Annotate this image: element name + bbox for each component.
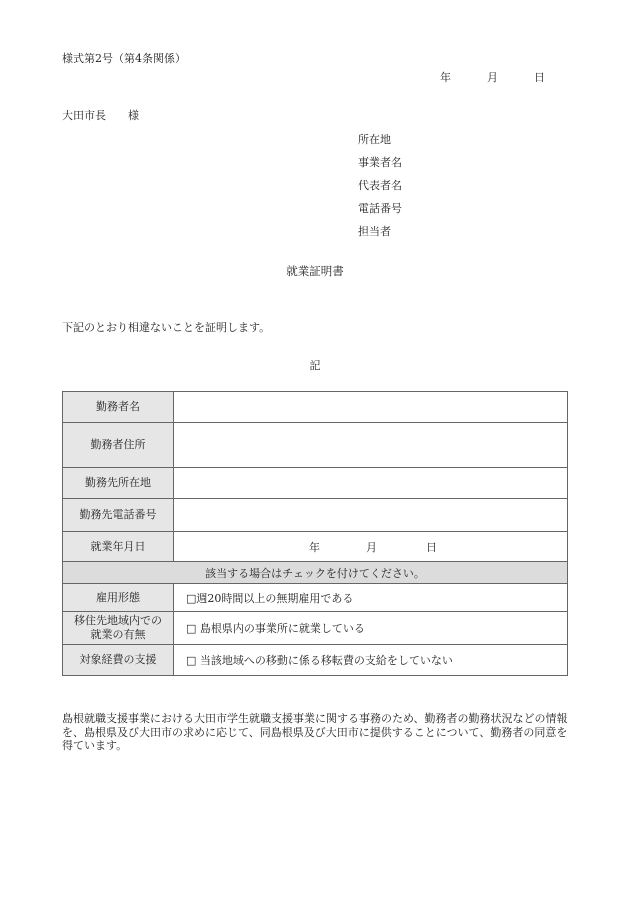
relocation-label-line1: 移住先地域内での [74,614,162,627]
workplace-phone-label: 勤務先電話番号 [63,499,174,532]
ki-heading: 記 [309,359,321,372]
field-phone-label: 電話番号 [358,202,402,215]
workplace-address-field[interactable] [174,468,568,499]
table-row [63,499,568,532]
relocation-label-line2: 就業の有無 [90,628,146,641]
table-row [63,392,568,423]
worker-name-field[interactable] [174,392,568,423]
worker-address-label: 勤務者住所 [63,423,174,468]
field-representative-label: 代表者名 [358,179,402,192]
employment-day-label: 日 [426,540,437,554]
employment-date-field[interactable] [174,532,568,562]
date-month-label: 月 [487,71,498,84]
expense-support-label: 対象経費の支援 [63,645,174,676]
intro-text: 下記のとおり相違ないことを証明します。 [62,321,271,334]
expense-support-checkbox[interactable]: □ 当該地域への移動に係る移転費の支給をしていない [174,645,568,676]
worker-name-label: 勤務者名 [63,392,174,423]
employment-date-label: 就業年月日 [63,532,174,562]
employment-type-label: 雇用形態 [63,584,174,612]
relocation-label [63,612,174,645]
table-row [63,584,568,612]
relocation-checkbox[interactable]: □ 島根県内の事業所に就業している [174,612,568,645]
date-day-label: 日 [534,71,545,84]
addressee: 大田市長 様 [62,109,139,122]
check-instruction: 該当する場合はチェックを付けてください。 [63,562,568,584]
field-location-label: 所在地 [358,133,391,146]
worker-address-field[interactable] [174,423,568,468]
form-number: 様式第2号（第4条関係） [62,52,186,65]
employment-type-checkbox[interactable]: □週20時間以上の無期雇用である [174,584,568,612]
table-row [63,612,568,645]
certificate-table [62,391,568,676]
consent-note: 島根就職支援事業における大田市学生就職支援事業に関する事務のため、勤務者の勤務状況などの情報を、島根県及び大田市の求めに応じて、同島根県及び大田市に提供することについて、勤務者の同意を得ています。 [62,712,568,752]
field-business-name-label: 事業者名 [358,156,402,169]
table-row [63,468,568,499]
field-contact-person-label: 担当者 [358,225,391,238]
document-title: 就業証明書 [286,264,344,278]
workplace-phone-field[interactable] [174,499,568,532]
table-row [63,423,568,468]
date-year-label: 年 [440,71,451,84]
employment-month-label: 月 [366,540,377,554]
employment-year-label: 年 [309,540,320,554]
workplace-address-label: 勤務先所在地 [63,468,174,499]
table-row [63,645,568,676]
table-row [63,562,568,584]
table-row [63,532,568,562]
